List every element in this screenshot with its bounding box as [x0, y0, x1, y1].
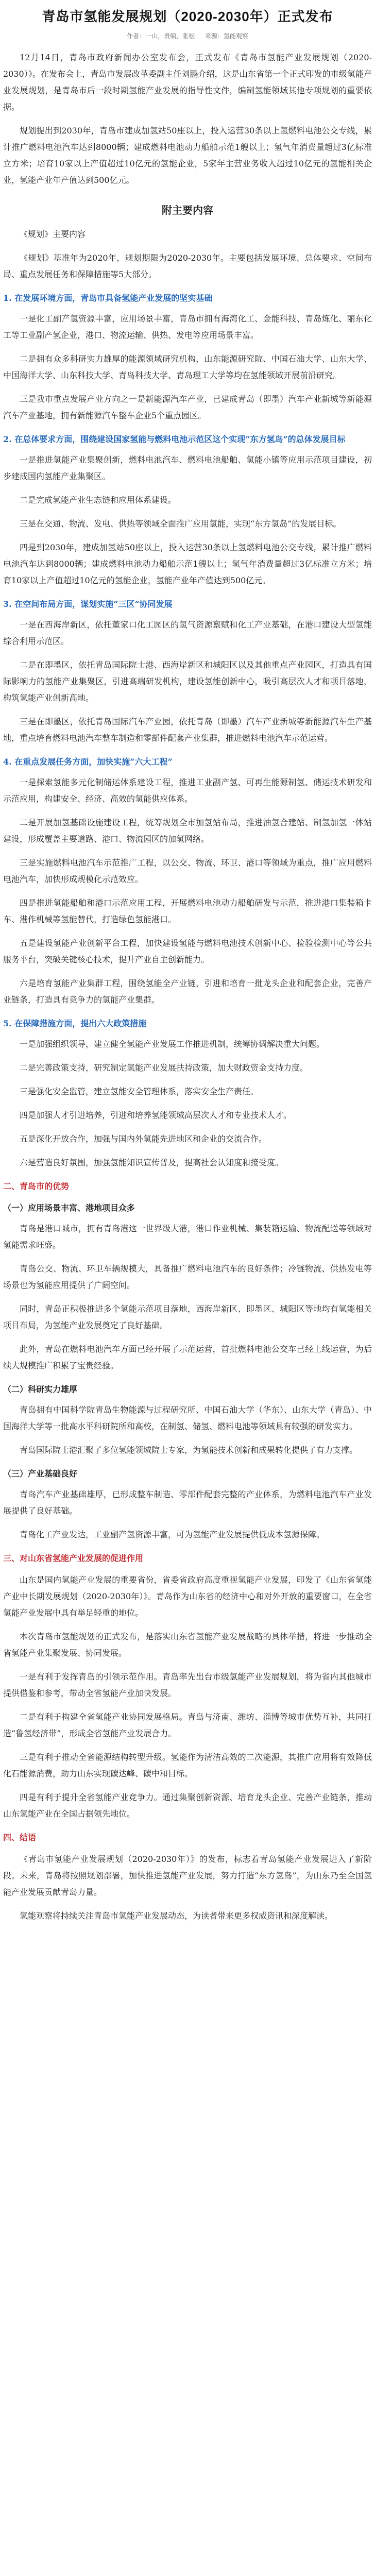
section-paragraph: 青岛是港口城市，拥有青岛港这一世界级大港，港口作业机械、集装箱运输、物流配送等领域对氢能需求旺盛。	[3, 1224, 372, 1250]
section-paragraph: 一是在西海岸新区，依托董家口化工园区的氢气资源禀赋和化工产业基础，在港口建设大型氢能综合利用示范区。	[3, 620, 372, 646]
section-paragraph: 二是开展加氢基础设施建设工程，统筹规划全市加氢站布局，推进油氢合建站、制氢加氢一体站建设，形成覆盖主要道路、港口、物流园区的加氢网络。	[3, 818, 372, 844]
section-paragraph: 五是深化开放合作，加强与国内外氢能先进地区和企业的交流合作。	[20, 1134, 267, 1144]
overview-body: 《规划》基准年为2020年，规划期限为2020-2030年。主要包括发展环境、总体要求、空间布局、重点发展任务和保障措施等5大部分。	[3, 253, 372, 279]
article-author: 作者：一山，贵编，张松	[127, 32, 195, 40]
section-paragraph: 三是实施燃料电池汽车示范推广工程，以公交、物流、环卫、港口等领域为重点，推广应用燃料电池汽车，加快形成规模化示范效应。	[3, 858, 372, 884]
attachment-heading: 附主要内容	[162, 204, 213, 216]
subsection-heading: （三）产业基础良好	[3, 1469, 78, 1479]
section-paragraph: 二是在即墨区，依托青岛国际院士港、西海岸新区和城阳区以及其他重点产业园区，打造具有国际影响力的氢能产业集聚区，引进高端研发机构，建设氢能创新中心，吸引高层次人才和项目落地，构筑氢能产业创新高地。	[3, 660, 372, 703]
section-paragraph: 本次青岛市氢能规划的正式发布，是落实山东省氢能产业发展战略的具体举措，将进一步推动全省氢能产业集聚发展、协同发展。	[3, 1632, 372, 1658]
overview-title: 《规划》主要内容	[20, 229, 86, 239]
part-heading: 四、结语	[3, 1833, 37, 1842]
section-paragraph: 三是在即墨区，依托青岛国际汽车产业园，依托青岛（即墨）汽车产业新城等新能源汽车生产基地，重点培育燃料电池汽车整车制造和零部件配套产业集群，推进燃料电池汽车示范运营。	[3, 717, 372, 743]
intro-paragraph: 12月14日，青岛市政府新闻办公室发布会，正式发布《青岛市氢能产业发展规划（2020-2030）》。在发布会上，青岛市发展改革委副主任刘鹏介绍，这是山东省第一个正式印发的市级氢能产业发展规划，是青岛市后一段时期氢能产业发展的指导性文件，编制氢能领域其他专项规划的重要依据。	[3, 53, 372, 112]
section-paragraph: 《青岛市氢能产业发展规划（2020-2030年）》的发布，标志着青岛氢能产业发展进入了新阶段。未来，青岛将按照规划部署，加快推进氢能产业发展，努力打造“东方氢岛”，为山东乃至全国氢能产业发展贡献青岛力量。	[3, 1854, 372, 1897]
section-heading: 1. 在发展环境方面，青岛市具备氢能产业发展的坚实基础	[3, 293, 213, 303]
part-heading: 二、青岛市的优势	[3, 1181, 70, 1191]
section-paragraph: 同时，青岛正积极推进多个氢能示范项目落地，西海岸新区、即墨区、城阳区等地均有氢能相关项目布局，为氢能产业发展奠定了良好基础。	[3, 1304, 372, 1330]
section-paragraph: 四是推进氢能船舶和港口示范应用工程，开展燃料电池动力船舶研发与示范，推进港口集装箱卡车、港作机械等氢能替代，打造绿色氢能港口。	[3, 898, 372, 924]
section-paragraph: 青岛拥有中国科学院青岛生物能源与过程研究所、中国石油大学（华东）、山东大学（青岛）、中国海洋大学等一批高水平科研院所和高校，在制氢、储氢、燃料电池等领域具有较强的研发实力。	[3, 1405, 372, 1431]
section-paragraph: 六是营造良好氛围，加强氢能知识宣传普及，提高社会认知度和接受度。	[20, 1158, 284, 1167]
subsection-heading: （二）科研实力雄厚	[3, 1384, 78, 1394]
section-paragraph: 一是有利于发挥青岛的引领示范作用。青岛率先出台市级氢能产业发展规划，将为省内其他城市提供借鉴和参考，带动全省氢能产业加快发展。	[3, 1672, 372, 1698]
section-heading: 2. 在总体要求方面，围绕建设国家氢能与燃料电池示范区这个实现“东方氢岛”的总体发展目标	[3, 434, 346, 444]
section-paragraph: 青岛化工产业发达，工业副产氢资源丰富，可为氢能产业发展提供低成本氢源保障。	[20, 1530, 325, 1539]
section-paragraph: 四是到2030年，建成加氢站50座以上，投入运营30条以上氢燃料电池公交专线，累计推广燃料电池汽车达到8000辆；建成燃料电池动力船舶示范1艘以上；氢气年消费量超过3亿标准立方米；培育10家以上产值超过10亿元的氢能企业，氢能产业年产值达到500亿元。	[3, 543, 372, 585]
section-paragraph: 三是有利于推动全省能源结构转型升级。氢能作为清洁高效的二次能源，其推广应用将有效降低化石能源消费，助力山东实现碳达峰、碳中和目标。	[3, 1752, 372, 1778]
section-heading: 4. 在重点发展任务方面，加快实施“六大工程”	[3, 757, 173, 767]
section-paragraph: 山东是国内氢能产业发展的重要省份，省委省政府高度重视氢能产业发展，印发了《山东省氢能产业中长期发展规划（2020-2030年）》。青岛作为山东省的经济中心和对外开放的重要窗口，在全省氢能产业发展中具有举足轻重的地位。	[3, 1575, 372, 1618]
section-paragraph: 此外，青岛在燃料电池汽车方面已经开展了示范运营，首批燃料电池公交车已经上线运营，为后续大规模推广积累了宝贵经验。	[3, 1344, 372, 1370]
intro-paragraph: 规划提出到2030年，青岛市建成加氢站50座以上，投入运营30条以上氢燃料电池公交专线，累计推广燃料电池汽车达到8000辆；建成燃料电池动力船舶示范1艘以上；氢气年消费量超过3亿标准立方米；培育10家以上产值超过10亿元的氢能企业，5家年主营业务收入超过10亿元的氢能相关企业，氢能产业年产值达到500亿元。	[3, 126, 372, 185]
section-heading: 3. 在空间布局方面，谋划实施“三区”协同发展	[3, 599, 173, 609]
subsection-heading: （一）应用场景丰富、港地项目众多	[3, 1203, 135, 1213]
section-paragraph: 一是化工副产氢资源丰富，应用场景丰富，青岛市拥有海湾化工、金能科技、青岛炼化、丽东化工等工业副产氢企业，港口、物流运输、供热、发电等应用场景丰富。	[3, 314, 372, 340]
section-paragraph: 三是强化安全监管，建立氢能安全管理体系，落实安全生产责任。	[20, 1087, 259, 1096]
section-paragraph: 氢能观察将持续关注青岛市氢能产业发展动态，为读者带来更多权威资讯和深度解读。	[20, 1911, 333, 1921]
section-paragraph: 六是培育氢能产业集群工程，围绕氢能全产业链，引进和培育一批龙头企业和配套企业，完善产业链条，打造具有竞争力的氢能产业集群。	[3, 978, 372, 1005]
section-paragraph: 二是完善政策支持，研究制定氢能产业发展扶持政策，加大财政资金支持力度。	[20, 1063, 309, 1073]
section-paragraph: 青岛公交、物流、环卫车辆规模大，具备推广燃料电池汽车的良好条件；冷链物流、供热发电等场景也为氢能应用提供了广阔空间。	[3, 1264, 372, 1290]
section-heading: 5. 在保障措施方面，提出六大政策措施	[3, 1019, 147, 1028]
section-paragraph: 二是有利于构建全省氢能产业协同发展格局。青岛与济南、潍坊、淄博等城市优势互补，共同打造“鲁氢经济带”，形成全省氢能产业发展合力。	[3, 1712, 372, 1738]
section-paragraph: 一是推进氢能产业集聚创新，燃料电池汽车、燃料电池船舶、氢能小镇等应用示范项目建设，初步建成国内氢能产业集聚区。	[3, 455, 372, 481]
section-paragraph: 一是探索氢能多元化制储运体系建设工程，推进工业副产氢、可再生能源制氢、储运技术研发和示范应用，构建安全、经济、高效的氢能供应体系。	[3, 777, 372, 804]
section-paragraph: 三是我市重点发展产业方向之一是新能源汽车产业，已建成青岛（即墨）汽车产业新城等新能源汽车产业基地，拥有新能源汽车整车企业5个重点园区。	[3, 394, 372, 420]
part-heading: 三、对山东省氢能产业发展的促进作用	[3, 1553, 144, 1563]
section-paragraph: 青岛国际院士港汇聚了多位氢能领域院士专家，为氢能技术创新和成果转化提供了有力支撑。	[20, 1445, 358, 1455]
article-title: 青岛市氢能发展规划（2020-2030年）正式发布	[42, 9, 333, 24]
article-meta	[3, 31, 372, 40]
section-paragraph: 二是完成氢能产业生态链和应用体系建设。	[20, 495, 177, 505]
section-paragraph: 五是建设氢能产业创新平台工程，加快建设氢能与燃料电池技术创新中心、检验检测中心等公共服务平台，突破关键核心技术，提升产业自主创新能力。	[3, 938, 372, 964]
article-page	[3, 0, 372, 1924]
section-paragraph: 四是有利于提升全省氢能产业竞争力。通过集聚创新资源、培育龙头企业、完善产业链条，推动山东氢能产业在全国占据领先地位。	[3, 1792, 372, 1819]
section-paragraph: 三是在交通、物流、发电、供热等领域全面推广应用氢能，实现“东方氢岛”的发展目标。	[20, 519, 342, 529]
article-source: 来源：氢能观察	[204, 32, 248, 40]
section-paragraph: 四是加强人才引进培养，引进和培养氢能领域高层次人才和专业技术人才。	[20, 1110, 292, 1120]
section-paragraph: 二是拥有众多科研实力雄厚的能源领域研究机构，山东能源研究院、中国石油大学、山东大学、中国海洋大学、山东科技大学、青岛科技大学、青岛理工大学等均在氢能领域开展前沿研究。	[3, 354, 372, 380]
section-paragraph: 青岛汽车产业基础雄厚，已形成整车制造、零部件配套完整的产业体系，为燃料电池汽车产业发展提供了良好基础。	[3, 1489, 372, 1516]
section-paragraph: 一是加强组织领导，建立健全氢能产业发展工作推进机制，统筹协调解决重大问题。	[20, 1039, 325, 1049]
